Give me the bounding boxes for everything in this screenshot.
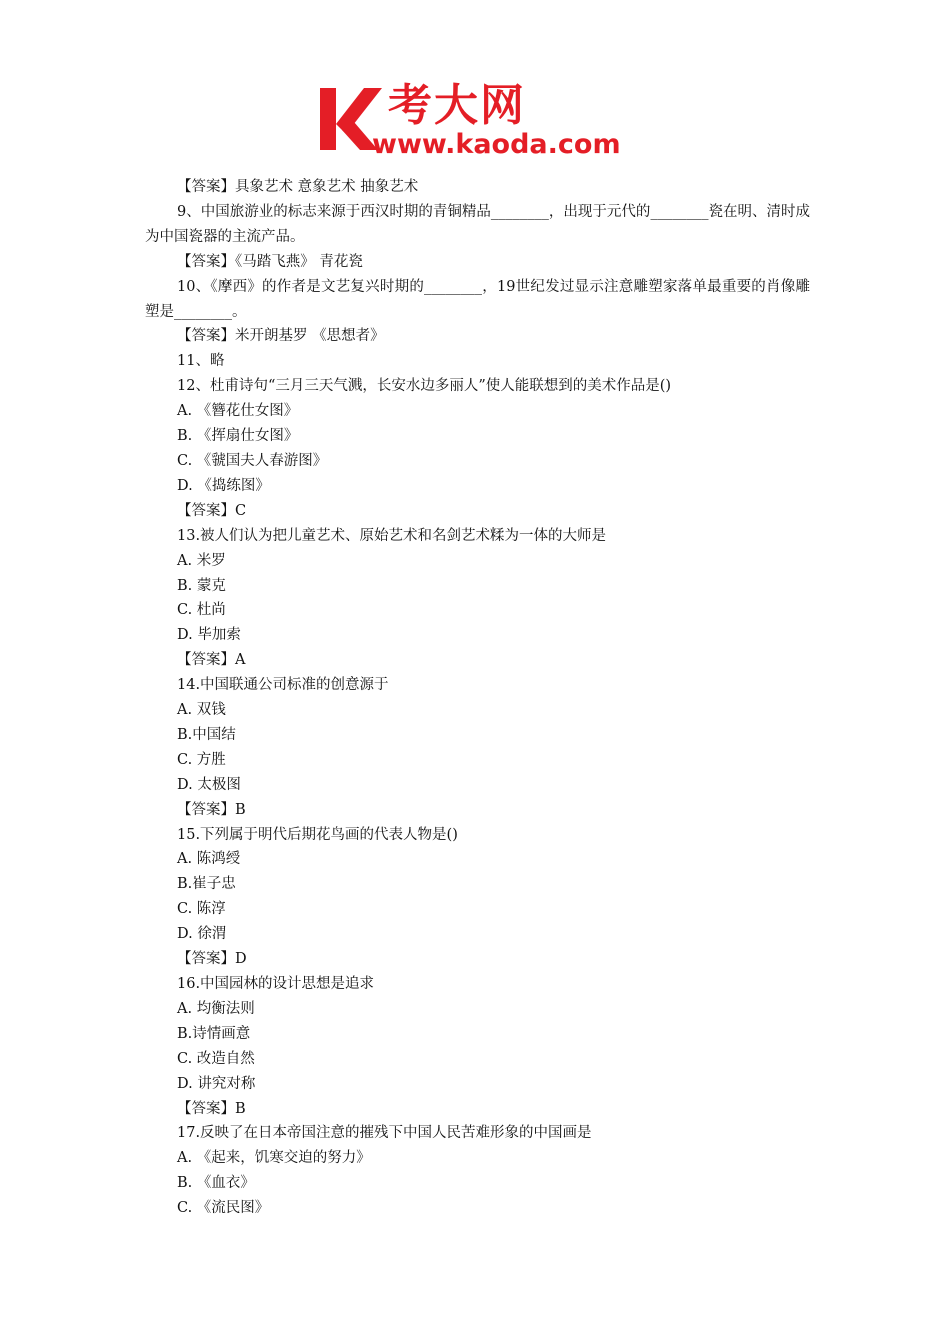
text-line: A. 双钱: [177, 702, 226, 719]
kaoda-logo: [318, 80, 638, 164]
text-line: D. 徐渭: [177, 926, 227, 943]
text-line: D. 太极图: [177, 776, 241, 793]
text-line: D. 讲究对称: [177, 1075, 256, 1092]
text-line: 【答案】B: [177, 801, 246, 818]
text-line: 14.中国联通公司标准的创意源于: [177, 677, 389, 694]
text-line: C. 改造自然: [177, 1050, 255, 1067]
text-line: 12、杜甫诗句“三月三天气溅，长安水边多丽人”使人能联想到的美术作品是(): [177, 378, 672, 395]
text-line: A. 《簪花仕女图》: [177, 403, 299, 420]
text-line: B. 蒙克: [177, 577, 226, 594]
text-line: D. 《捣练图》: [177, 477, 270, 494]
text-line: 17.反映了在日本帝国注意的摧残下中国人民苦难形象的中国画是: [177, 1125, 592, 1142]
text-line: 【答案】B: [177, 1100, 246, 1117]
text-line: 9、中国旅游业的标志来源于西汉时期的青铜精品________，出现于元代的________瓷在明、清时成为中国瓷器的主流产品。: [145, 203, 810, 245]
text-line: D. 毕加索: [177, 627, 241, 644]
text-line: A. 陈鸿绶: [177, 851, 241, 868]
text-line: B.诗情画意: [177, 1025, 251, 1042]
text-line: 【答案】D: [177, 951, 247, 968]
logo-url-text: www.kaoda.com: [372, 129, 621, 160]
text-line: 11、略: [177, 353, 225, 370]
text-line: C. 杜尚: [177, 602, 226, 619]
text-line: B.中国结: [177, 726, 236, 743]
text-line: 【答案】具象艺术 意象艺术 抽象艺术: [177, 179, 419, 195]
text-line: C. 陈淳: [177, 901, 226, 918]
text-line: 【答案】A: [177, 652, 246, 669]
document-body: [145, 175, 810, 1221]
text-line: C. 《虢国夫人春游图》: [177, 452, 328, 469]
text-line: A. 均衡法则: [177, 1000, 255, 1017]
text-line: C. 方胜: [177, 751, 226, 768]
text-line: A. 《起来，饥寒交迫的努力》: [177, 1150, 371, 1167]
text-line: C. 《流民图》: [177, 1200, 270, 1217]
text-line: 16.中国园林的设计思想是追求: [177, 976, 375, 992]
text-line: 10、《摩西》的作者是文艺复兴时期的________，19世纪发过显示注意雕塑家落单最重要的肖像雕塑是________。: [145, 278, 810, 320]
text-line: 【答案】C: [177, 502, 247, 519]
logo-brand-text: 考大网: [388, 80, 526, 131]
text-line: A. 米罗: [177, 552, 226, 569]
text-line: B.崔子忠: [177, 876, 236, 893]
text-line: B. 《血衣》: [177, 1175, 255, 1192]
text-line: 13.被人们认为把儿童艺术、原始艺术和名剑艺术糅为一体的大师是: [177, 527, 607, 544]
text-line: 【答案】《马踏飞燕》 青花瓷: [177, 253, 363, 270]
text-line: 15.下列属于明代后期花鸟画的代表人物是(): [177, 826, 458, 843]
text-line: B. 《挥扇仕女图》: [177, 428, 299, 445]
text-line: 【答案】米开朗基罗 《思想者》: [177, 328, 385, 345]
